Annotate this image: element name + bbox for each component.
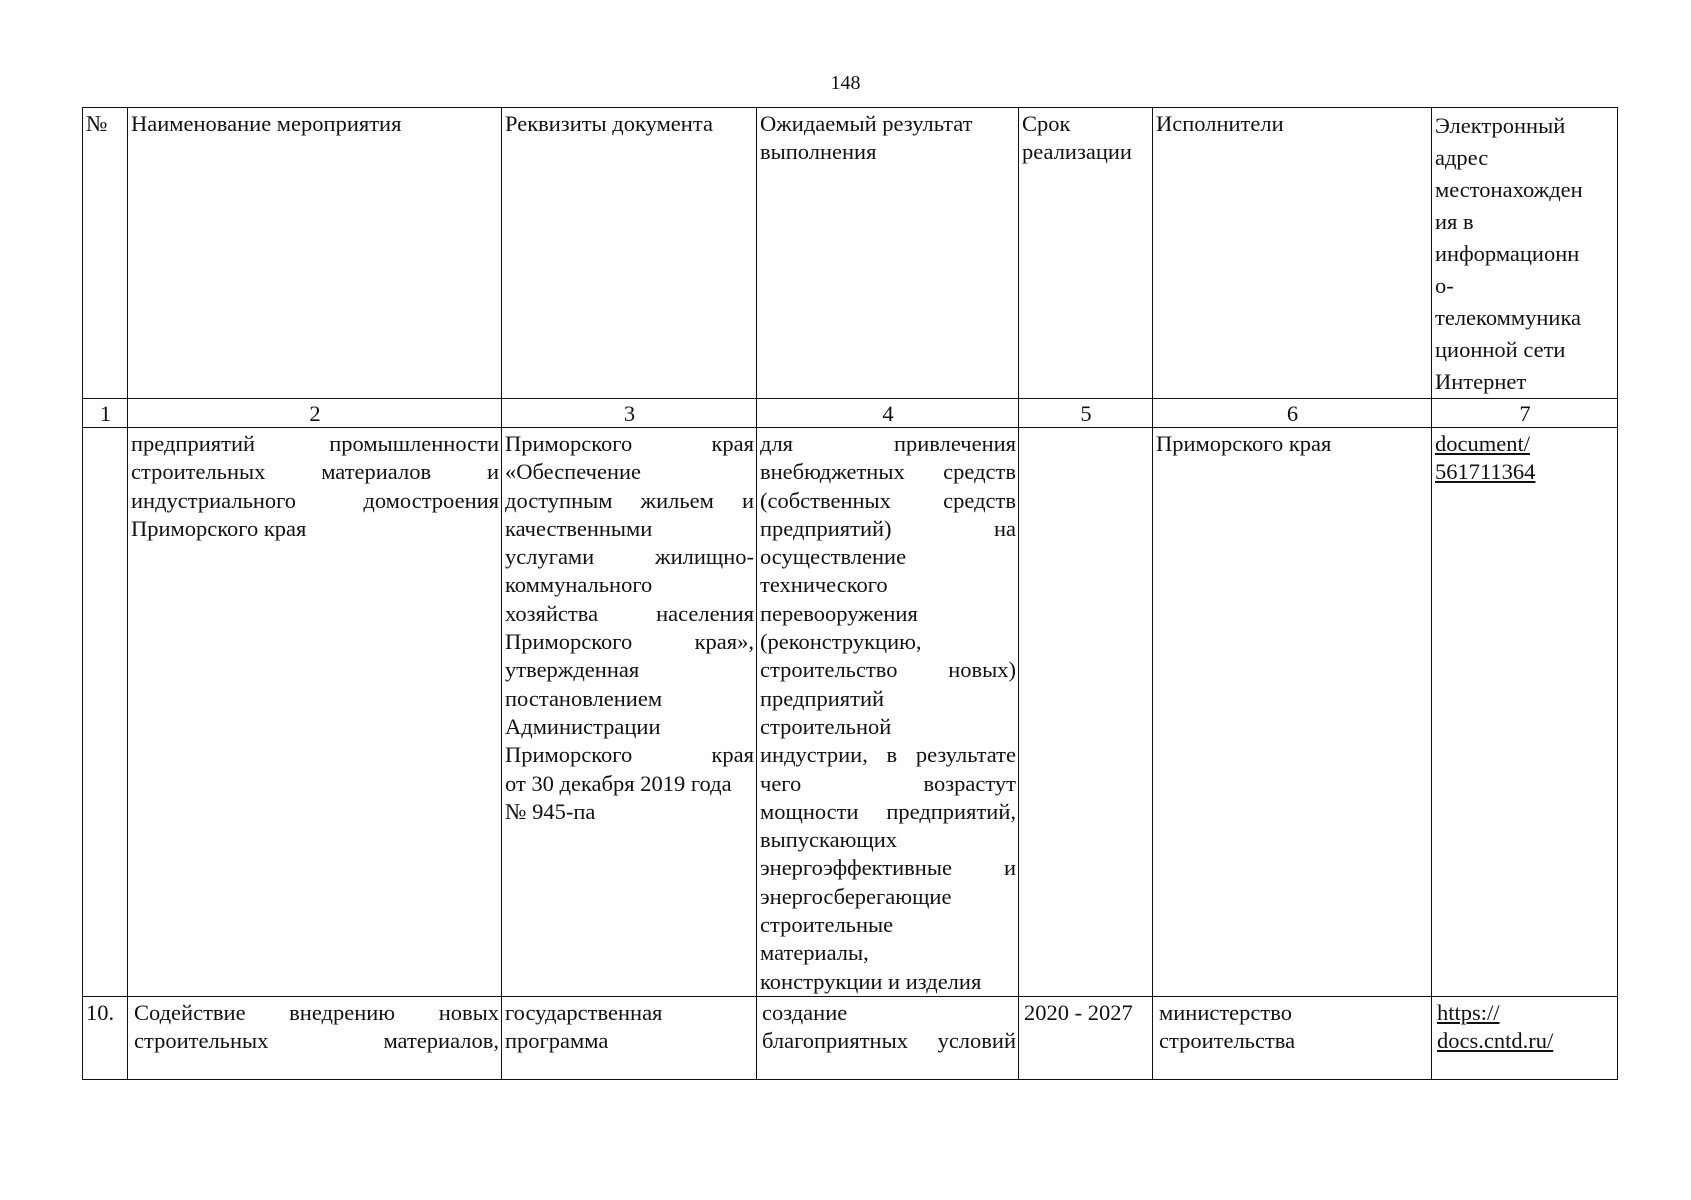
column-number: 6	[1153, 399, 1432, 428]
row-result-line: строительство новых)	[760, 657, 1016, 683]
row-result-line: материалы,	[760, 940, 869, 966]
row-name-line: предприятий промышленности	[131, 431, 499, 456]
header-address-line: Интернет	[1435, 369, 1527, 394]
header-document: Реквизиты документа	[502, 108, 757, 399]
header-address-line: телекоммуника	[1435, 305, 1582, 330]
row-document-line: доступным жильем и	[505, 487, 754, 513]
row-document-line: программа	[505, 1028, 609, 1054]
row-executors: Приморского края	[1153, 428, 1432, 997]
row-result-line: строительной	[760, 713, 892, 739]
row-document-line: государственная	[505, 1000, 663, 1025]
row-result-line: благоприятных условий	[762, 1028, 1016, 1054]
row-address-link[interactable]: https://	[1437, 1000, 1500, 1025]
row-result-line: внебюджетных средств	[760, 459, 1016, 485]
header-term	[1019, 108, 1153, 399]
row-document-line: качественными	[505, 515, 653, 541]
row-result-line: предприятий	[760, 685, 885, 711]
row-result	[757, 997, 1019, 1080]
row-name-line: Приморского края	[131, 515, 307, 541]
row-document-line: коммунального	[505, 572, 653, 598]
column-number: 1	[83, 399, 128, 428]
column-number: 3	[502, 399, 757, 428]
header-address-line: Электронный	[1435, 113, 1566, 138]
row-result-line: предприятий) на	[760, 515, 1016, 541]
header-result-line: Ожидаемый результат	[760, 111, 973, 136]
header-result	[757, 108, 1019, 399]
row-result-line: создание	[762, 1000, 848, 1025]
row-result	[757, 428, 1019, 997]
header-term-line: Срок	[1022, 111, 1071, 136]
row-document	[502, 428, 757, 997]
row-document-line: «Обеспечение	[505, 459, 642, 485]
header-address-line: адрес	[1435, 145, 1489, 170]
table-row	[83, 997, 1618, 1080]
row-executors-line: министерство	[1159, 1000, 1292, 1025]
table-header-row	[83, 108, 1618, 399]
events-table	[82, 107, 1618, 1080]
header-address-line: местонахожден	[1435, 177, 1583, 202]
header-address	[1432, 108, 1618, 399]
header-term-line: реализации	[1022, 139, 1132, 165]
row-name-line: Содействие внедрению новых	[134, 1000, 499, 1025]
row-result-line: индустрии, в результате	[760, 742, 1016, 768]
header-executors: Исполнители	[1153, 108, 1432, 399]
row-result-line: (собственных средств	[760, 487, 1016, 513]
column-number: 2	[128, 399, 502, 428]
column-number: 4	[757, 399, 1019, 428]
row-result-line: строительные	[760, 912, 894, 938]
row-result-line: перевооружения	[760, 600, 918, 626]
row-document-line: Администрации	[505, 713, 661, 739]
row-no	[83, 428, 128, 997]
row-name-line: индустриального домостроения	[131, 487, 499, 513]
row-document-line: утвержденная	[505, 657, 640, 683]
header-address-line: информационн	[1435, 241, 1580, 266]
row-address-link[interactable]: document/	[1435, 431, 1530, 456]
header-no: №	[83, 108, 128, 399]
row-term: 2020 - 2027	[1019, 997, 1153, 1080]
column-numbers-row	[83, 399, 1618, 428]
row-result-line: энергосберегающие	[760, 883, 952, 909]
row-term	[1019, 428, 1153, 997]
column-number: 5	[1019, 399, 1153, 428]
row-document-line: от 30 декабря 2019 года	[505, 770, 732, 796]
row-result-line: энергоэффективные и	[760, 855, 1016, 881]
row-result-line: чего возрастут	[760, 770, 1016, 796]
row-name	[128, 997, 502, 1080]
row-document	[502, 997, 757, 1080]
row-result-line: выпускающих	[760, 827, 898, 853]
header-address-line: ционной сети	[1435, 337, 1566, 362]
row-result-line: осуществление	[760, 544, 907, 570]
row-document-line: услугами жилищно-	[505, 544, 754, 570]
header-address-line: ия в	[1435, 209, 1474, 234]
row-result-line: мощности предприятий,	[760, 798, 1016, 824]
row-executors-line: строительства	[1159, 1028, 1296, 1054]
row-document-line: Приморского края	[505, 742, 754, 768]
header-result-line: выполнения	[760, 139, 877, 165]
row-name	[128, 428, 502, 997]
row-document-line: Приморского края»,	[505, 629, 754, 655]
row-address-link[interactable]: 561711364	[1435, 459, 1536, 485]
column-number: 7	[1432, 399, 1618, 428]
row-result-line: конструкции и изделия	[760, 968, 982, 994]
row-result-line: технического	[760, 572, 888, 598]
row-document-line: Приморского края	[505, 431, 754, 456]
header-address-line: о-	[1435, 273, 1454, 298]
header-name: Наименование мероприятия	[128, 108, 502, 399]
table-row	[83, 428, 1618, 997]
row-name-line: строительных материалов,	[134, 1028, 499, 1054]
row-document-line: хозяйства населения	[505, 600, 754, 626]
row-document-line: постановлением	[505, 685, 663, 711]
row-executors	[1153, 997, 1432, 1080]
row-address-link[interactable]: docs.cntd.ru/	[1437, 1028, 1554, 1054]
row-result-line: (реконструкцию,	[760, 629, 922, 655]
row-address	[1432, 428, 1618, 997]
row-no: 10.	[83, 997, 128, 1080]
row-address	[1432, 997, 1618, 1080]
row-name-line: строительных материалов и	[131, 459, 499, 485]
page-number: 148	[830, 72, 861, 94]
row-document-line: № 945-па	[505, 798, 596, 824]
row-result-line: для привлечения	[760, 431, 1016, 456]
